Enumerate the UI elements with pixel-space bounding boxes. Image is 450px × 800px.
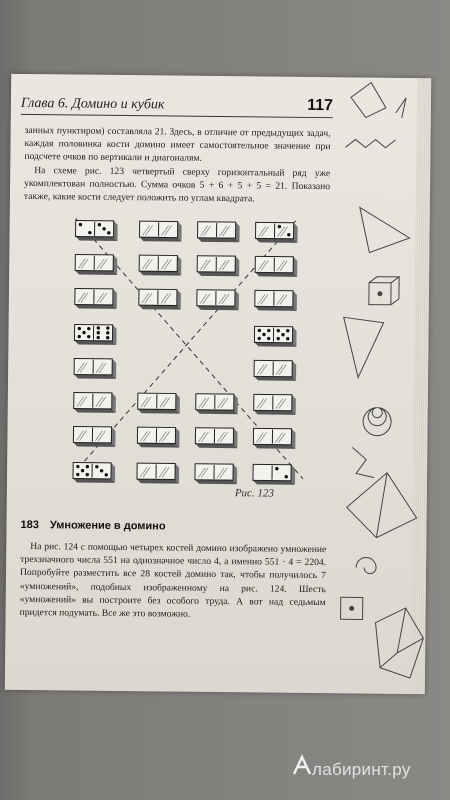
domino-tile xyxy=(196,220,238,240)
pencil-drawing xyxy=(359,207,409,253)
decorative-math-drawings xyxy=(335,77,431,694)
domino-tile xyxy=(252,358,294,378)
domino-tile xyxy=(251,426,293,446)
domino-tile xyxy=(137,253,179,273)
squiggle-drawing xyxy=(352,447,374,477)
intro-text xyxy=(24,124,331,206)
section-body xyxy=(20,540,327,622)
domino-tile xyxy=(73,286,115,306)
polyhedron-drawing xyxy=(375,608,424,678)
domino-tile xyxy=(254,220,296,240)
domino-tile xyxy=(138,219,180,239)
domino-tile xyxy=(252,324,294,344)
spiral-drawing xyxy=(356,557,376,573)
triangle-drawing xyxy=(351,82,386,117)
domino-tile xyxy=(195,254,237,274)
domino-figure xyxy=(67,214,310,486)
domino-tile xyxy=(193,462,235,482)
domino-tile xyxy=(72,390,114,410)
domino-tile xyxy=(71,460,113,480)
triangle-drawing xyxy=(343,317,384,377)
domino-tile xyxy=(194,392,236,412)
pyramid-drawing xyxy=(346,472,417,538)
paragraph: занных пунктиром) составляла 21. Здесь, в отличие от предыдущих задач, каждая половинка кости домино имеет самостоятельное значение при подсчете очков по вертикали и диагоналям. xyxy=(24,124,331,165)
domino-tile xyxy=(251,462,293,482)
domino-tile xyxy=(72,322,114,342)
domino-tile xyxy=(253,288,295,308)
domino-tile xyxy=(252,392,294,412)
spiral-drawing xyxy=(363,408,391,436)
domino-tile xyxy=(137,287,179,307)
domino-tile xyxy=(74,218,116,238)
domino-tile xyxy=(195,288,237,308)
book-page xyxy=(5,74,431,694)
number-four-drawing xyxy=(396,98,406,118)
figure-caption: Рис. 123 xyxy=(234,487,275,500)
section-title: Умножение в домино xyxy=(49,519,166,533)
page-number: 117 xyxy=(307,96,334,115)
paragraph: На схеме рис. 123 четвертый сверху горизонтальный ряд уже укомплектован полностью. Сумма очков 5 + 6 + 5 + 5 = 21. Показано также, какие кости следует положить по углам квадрата. xyxy=(23,164,331,205)
section-number: 183 xyxy=(20,518,39,532)
watermark-text: лабиринт.ру xyxy=(312,760,411,779)
domino-tile xyxy=(73,252,115,272)
chapter-title: Глава 6. Домино и кубик xyxy=(20,95,165,113)
domino-tile xyxy=(71,424,113,444)
running-header xyxy=(21,92,333,118)
domino-tile xyxy=(72,356,114,376)
domino-tile xyxy=(193,426,235,446)
domino-tile xyxy=(135,461,177,481)
labirint-logo-icon xyxy=(290,754,314,778)
domino-tile xyxy=(135,425,177,445)
domino-tile xyxy=(253,254,295,274)
paragraph: На рис. 124 с помощью четырех костей домино изображено умножение трехзначного числа 551 на однозначное число 4, а именно 551 · 4 = 2204. Попробуйте разместить все 28 костей домино так, чтобы получилось 7 «умножений», подобных изображенному на рис. 124. Шесть «умножений» вы построите без особого труда. А вот над седьмым придется подумать. Все же это возможно. xyxy=(19,541,327,620)
section-heading xyxy=(20,519,165,533)
zigzag-drawing xyxy=(345,139,395,148)
domino-tile xyxy=(136,391,178,411)
